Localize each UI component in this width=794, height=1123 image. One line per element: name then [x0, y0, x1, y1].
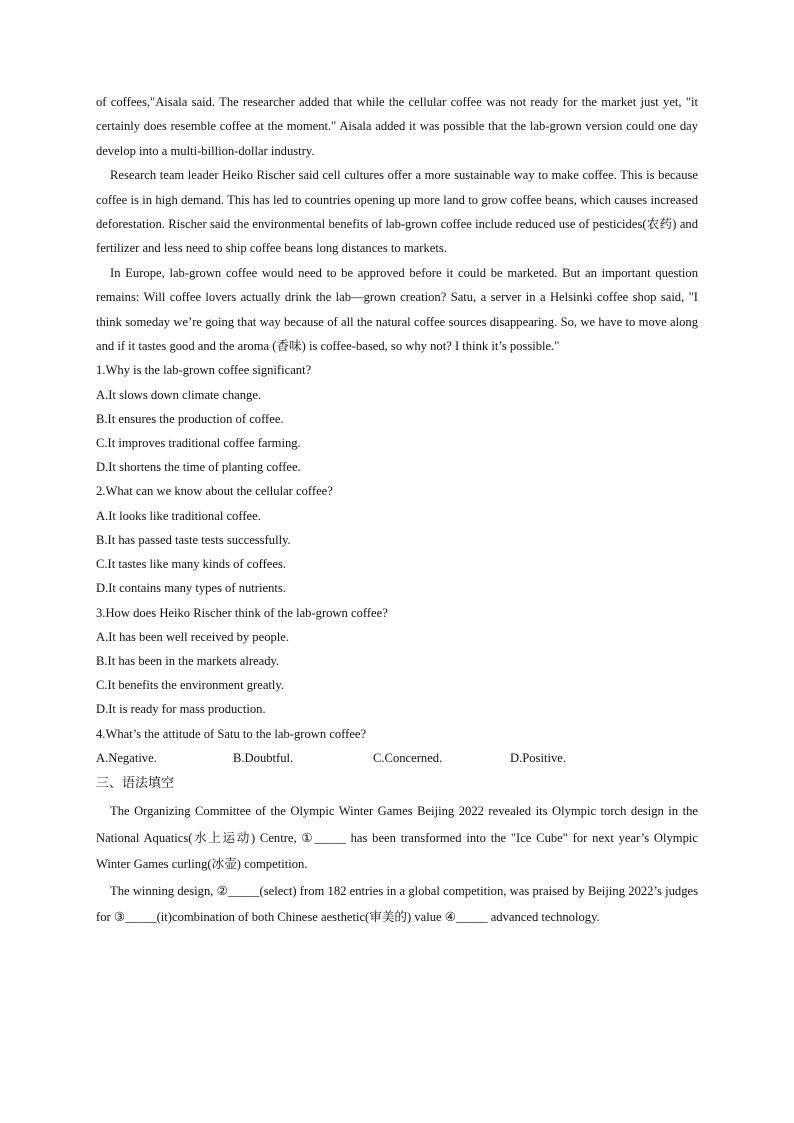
question-stem: 2.What can we know about the cellular coffee? [96, 484, 333, 499]
option-d: D.Positive. [510, 750, 566, 765]
question-4 [96, 722, 698, 770]
option-d: D.It shortens the time of planting coffee. [96, 460, 301, 475]
grammar-paragraph-2: The winning design, ②_____(select) from 182 entries in a global competition, was praised by Beijing 2022’s judges for ③_____(it)combination of both Chinese aesthetic(审美的) value ④_____ advanced technology. [96, 883, 698, 925]
question-1 [96, 358, 698, 479]
option-a: A.Negative. [96, 750, 157, 765]
question-stem: 4.What’s the attitude of Satu to the lab-grown coffee? [96, 726, 367, 741]
option-d: D.It contains many types of nutrients. [96, 581, 286, 596]
option-b: B.It has been in the markets already. [96, 653, 280, 668]
option-c: C.Concerned. [373, 750, 443, 765]
passage-paragraph-1: of coffees,"Aisala said. The researcher added that while the cellular coffee was not ready for the market just yet, "it certainly does resemble coffee at the moment." Aisala added it was possible that the lab-grown version could one day develop into a multi-billion-dollar industry. [96, 95, 698, 158]
option-d: D.It is ready for mass production. [96, 702, 266, 717]
option-a: A.It slows down climate change. [96, 387, 262, 402]
passage-paragraph-2: Research team leader Heiko Rischer said cell cultures offer a more sustainable way to make coffee. This is because coffee is in high demand. This has led to countries opening up more land to grow coffee beans, which causes increased deforestation. Rischer said the environmental benefits of lab-grown coffee include reduced use of pesticides(农药) and fertilizer and less need to ship coffee beans long distances to markets. [96, 168, 698, 256]
question-2 [96, 479, 698, 600]
option-a: A.It looks like traditional coffee. [96, 508, 261, 523]
option-b: B.It has passed taste tests successfully. [96, 532, 291, 547]
option-c: C.It tastes like many kinds of coffees. [96, 557, 287, 572]
question-stem: 1.Why is the lab-grown coffee significant? [96, 363, 312, 378]
option-a: A.It has been well received by people. [96, 629, 290, 644]
grammar-paragraph-1: The Organizing Committee of the Olympic Winter Games Beijing 2022 revealed its Olympic torch design in the National Aquatics(水上运动) Centre, ①_____ has been transformed into the "Ice Cube" for next year’s Olympic Winter Games curling(冰壶) competition. [96, 803, 698, 872]
option-c: C.It improves traditional coffee farming. [96, 436, 301, 451]
passage-paragraph-3: In Europe, lab-grown coffee would need to be approved before it could be marketed. But an important question remains: Will coffee lovers actually drink the lab—grown creation? Satu, a server in a Helsinki coffee shop said, "I think someday we’re going that way because of all the natural coffee sources disappearing. So, we have to move along and if it tastes good and the aroma (香味) is coffee-based, so why not? I think it’s possible." [96, 265, 698, 354]
options-row [96, 746, 698, 770]
section-title: 三、语法填空 [96, 775, 175, 791]
option-c: C.It benefits the environment greatly. [96, 678, 285, 693]
question-stem: 3.How does Heiko Rischer think of the lab-grown coffee? [96, 605, 388, 620]
option-b: B.Doubtful. [233, 750, 294, 765]
option-b: B.It ensures the production of coffee. [96, 411, 284, 426]
question-3 [96, 601, 698, 722]
document-page [96, 90, 698, 931]
